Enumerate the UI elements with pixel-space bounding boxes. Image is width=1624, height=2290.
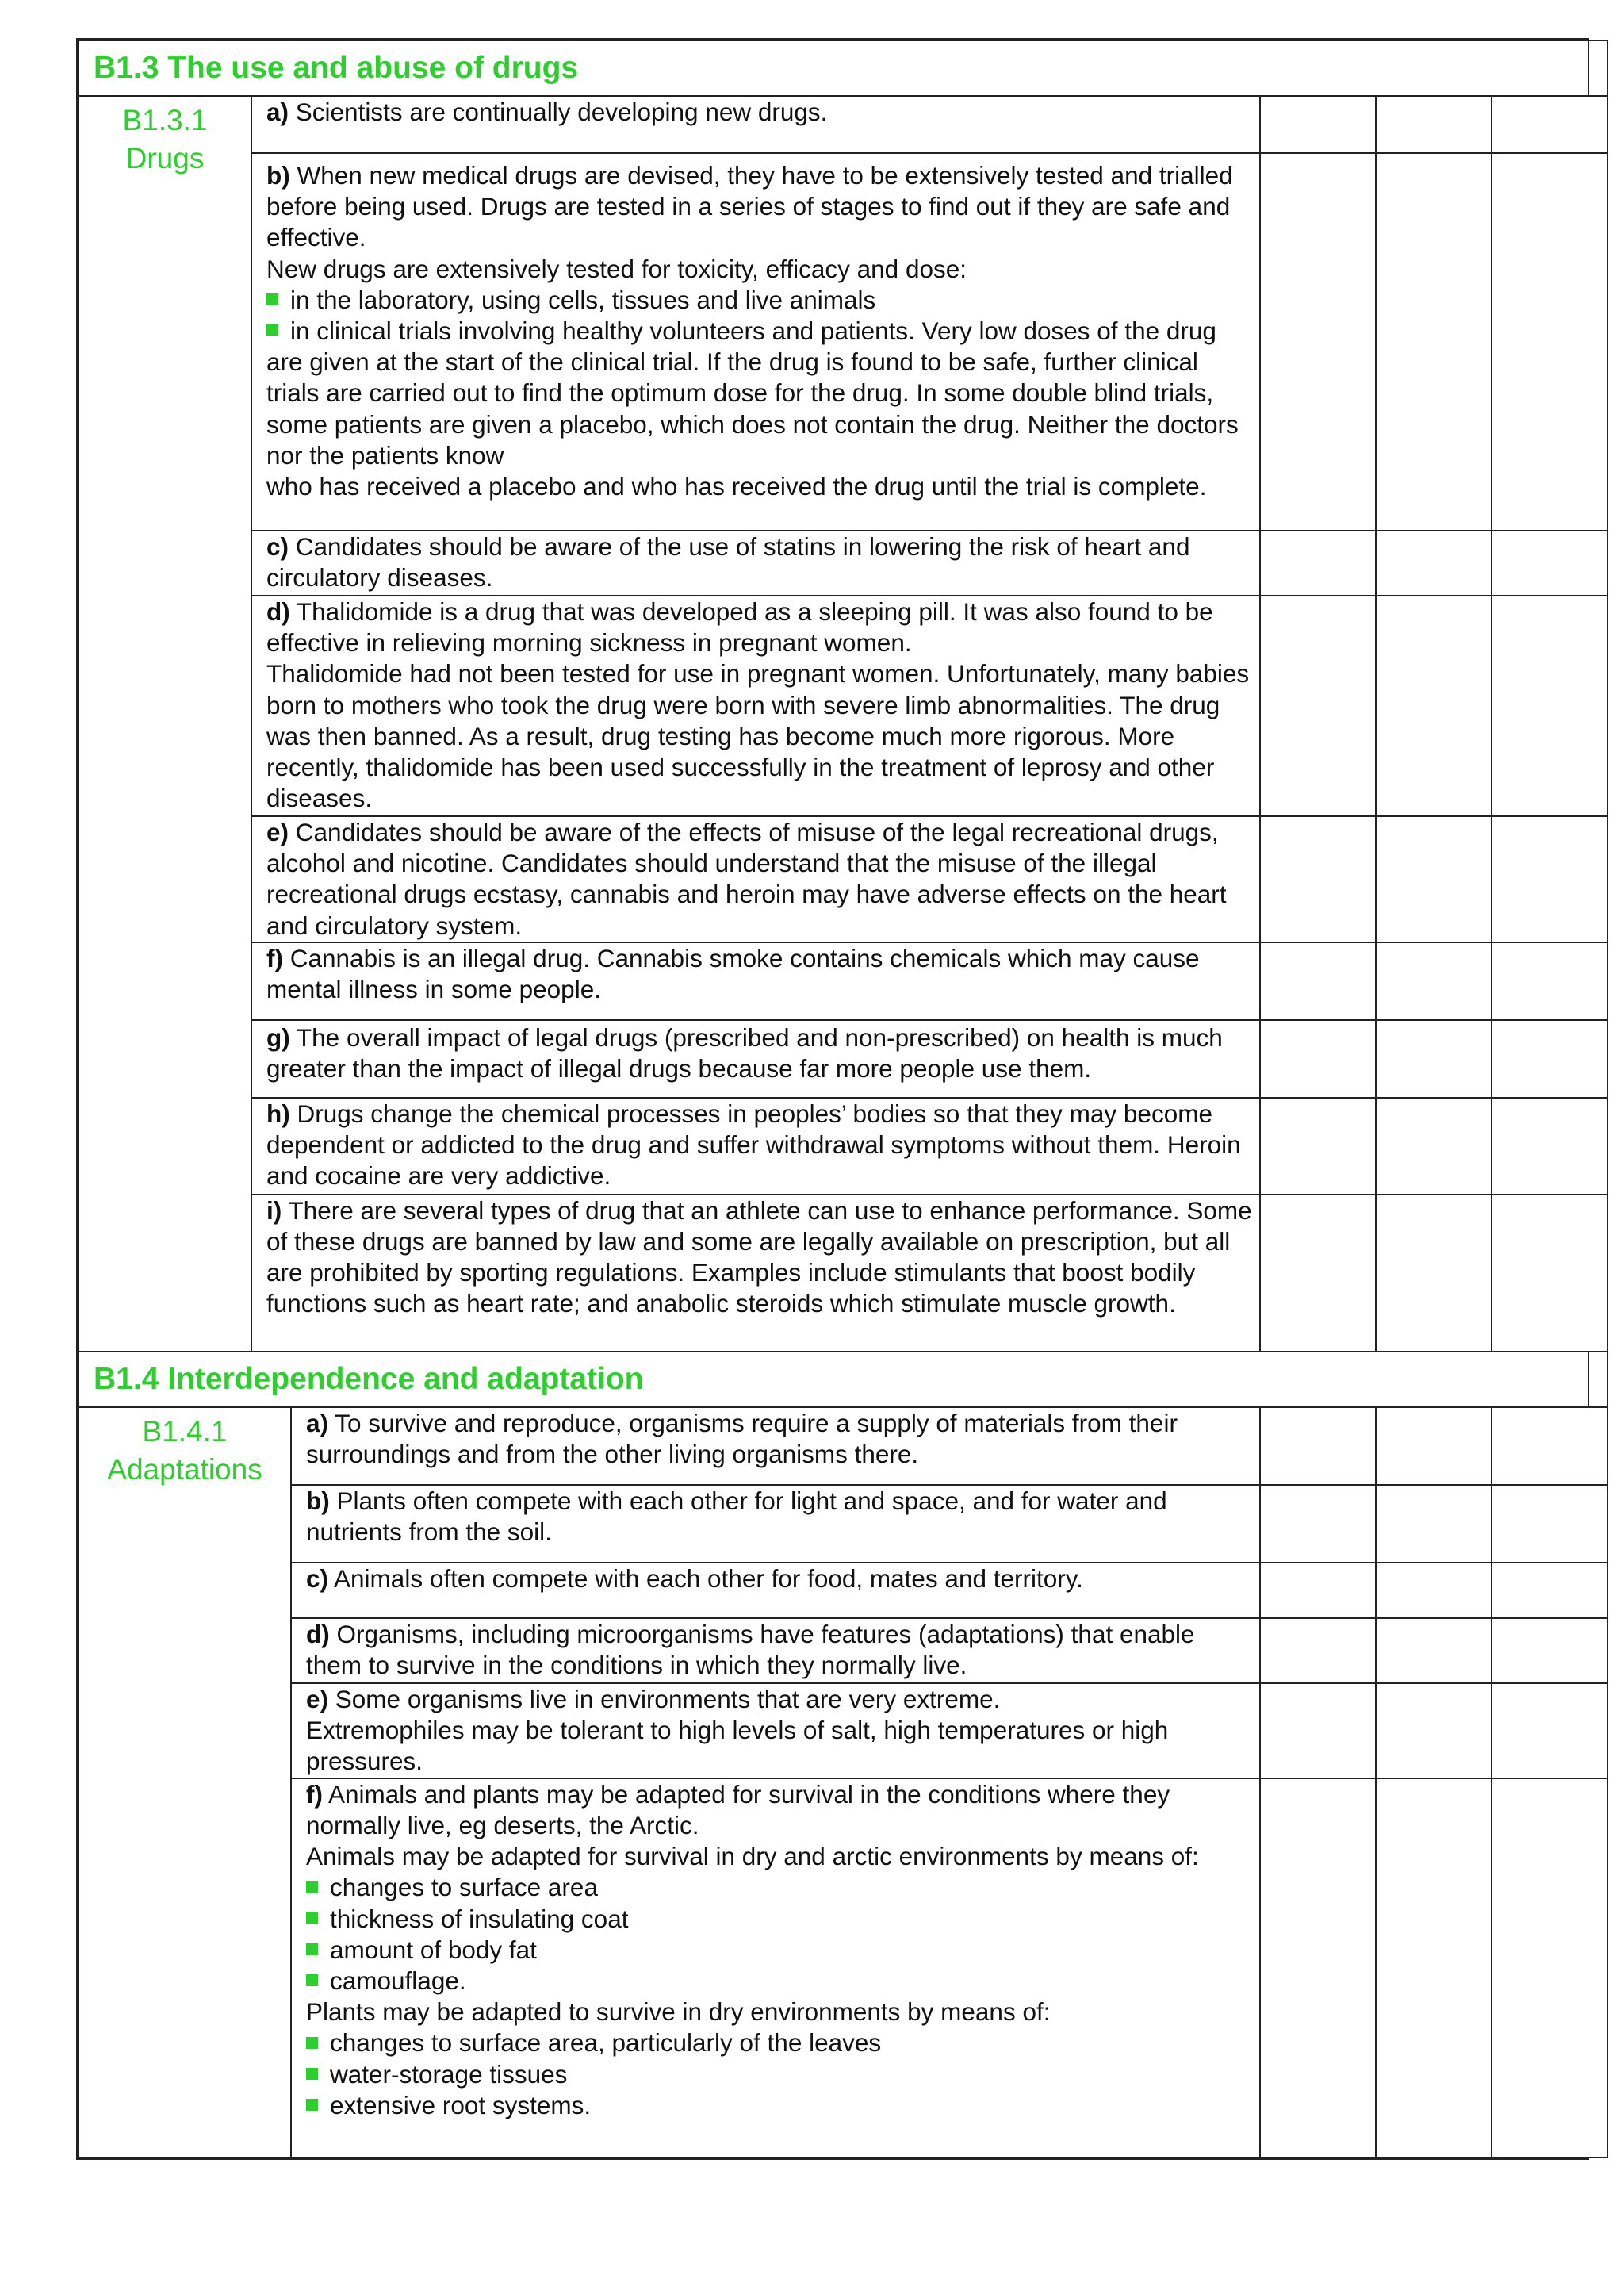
tick-box[interactable] (1492, 1020, 1607, 1098)
tick-box[interactable] (1260, 1195, 1376, 1352)
spec-item: f) Animals and plants may be adapted for survival in the conditions where they normally live, eg deserts, the Arctic. Animals may be adapted for survival in dry and arctic environments by means of: changes to surface area thickness of insulating coat amount of body fat camouflage. Plants may be adapted to survive in dry environments by means of: changes to surface area, particularly of the leaves water-storage tissues extensive root systems. (291, 1778, 1260, 2158)
tick-box[interactable] (1492, 96, 1607, 153)
tick-box[interactable] (1260, 1563, 1376, 1618)
table-row (79, 153, 1607, 531)
spec-item: a) To survive and reproduce, organisms require a supply of materials from their surroundings and from the other living organisms there. (291, 1407, 1260, 1485)
table-row (79, 1618, 1607, 1683)
table-row (79, 1407, 1607, 1485)
tick-box[interactable] (1492, 1618, 1607, 1683)
tick-box[interactable] (1492, 1407, 1607, 1485)
tick-box[interactable] (1376, 153, 1492, 531)
tick-box[interactable] (1376, 1683, 1492, 1778)
table-row (79, 1485, 1607, 1563)
bullet-item: camouflage. (306, 1966, 1254, 1997)
tick-box[interactable] (1260, 1485, 1376, 1563)
table-row (79, 1195, 1607, 1352)
tick-box[interactable] (1492, 153, 1607, 531)
tick-box[interactable] (1260, 1098, 1376, 1195)
tick-box[interactable] (1260, 1618, 1376, 1683)
tick-box[interactable] (1376, 1098, 1492, 1195)
tick-box[interactable] (1376, 1020, 1492, 1098)
tick-box[interactable] (1376, 1563, 1492, 1618)
sub-topic-code: B1.3.1 (122, 104, 208, 136)
tick-box[interactable] (1492, 531, 1607, 596)
table-row (79, 942, 1607, 1020)
checklist-table-frame (76, 38, 1589, 2160)
sub-topic-code: B1.4.1 (142, 1414, 228, 1448)
spec-item: b) When new medical drugs are devised, they have to be extensively tested and trialled before being used. Drugs are tested in a series of stages to find out if they are safe and effective. New drugs are extensively tested for toxicity, efficacy and dose: in the laboratory, using cells, tissues and live animals in clinical trials involving healthy volunteers and patients. Very low doses of the drug are given at the start of the clinical trial. If the drug is found to be safe, further clinical trials are carried out to find the optimum dose for the drug. In some double blind trials, some patients are given a placebo, which does not contain the drug. Neither the doctors nor the patients know who has received a placebo and who has received the drug until the trial is complete. (251, 153, 1260, 531)
section-header-b1-3 (79, 40, 1607, 96)
tick-box[interactable] (1376, 1618, 1492, 1683)
tick-box[interactable] (1260, 816, 1376, 942)
table-row (79, 531, 1607, 596)
tick-box[interactable] (1260, 596, 1376, 816)
bullet-item: changes to surface area, particularly of the leaves (306, 2027, 1254, 2058)
section-header-b1-4 (79, 1352, 1607, 1407)
tick-box[interactable] (1492, 1195, 1607, 1352)
spec-item: e) Candidates should be aware of the effects of misuse of the legal recreational drugs, alcohol and nicotine. Candidates should understand that the misuse of the illegal recreational drugs ecstasy, cannabis and heroin may have adverse effects on the heart and circulatory system. (251, 816, 1260, 942)
sub-topic-name: Drugs (125, 142, 205, 175)
tick-box[interactable] (1260, 531, 1376, 596)
spec-item: b) Plants often compete with each other for light and space, and for water and nutrients from the soil. (291, 1485, 1260, 1563)
spec-item: g) The overall impact of legal drugs (prescribed and non-prescribed) on health is much greater than the impact of illegal drugs because far more people use them. (251, 1020, 1260, 1098)
tick-box[interactable] (1376, 1778, 1492, 2158)
tick-box[interactable] (1492, 1098, 1607, 1195)
tick-box[interactable] (1260, 153, 1376, 531)
tick-box[interactable] (1376, 531, 1492, 596)
spec-item: d) Thalidomide is a drug that was developed as a sleeping pill. It was also found to be effective in relieving morning sickness in pregnant women. Thalidomide had not been tested for use in pregnant women. Unfortunately, many babies born to mothers who took the drug were born with severe limb abnormalities. The drug was then banned. As a result, drug testing has become much more rigorous. More recently, thalidomide has been used successfully in the treatment of leprosy and other diseases. (251, 596, 1260, 816)
tick-box[interactable] (1260, 942, 1376, 1020)
bullet-item: in the laboratory, using cells, tissues and live animals (266, 285, 1254, 316)
tick-box[interactable] (1492, 596, 1607, 816)
tick-box[interactable] (1492, 1563, 1607, 1618)
table-row (79, 816, 1607, 942)
tick-box[interactable] (1376, 596, 1492, 816)
tick-box[interactable] (1376, 1195, 1492, 1352)
tick-box[interactable] (1260, 1020, 1376, 1098)
section-title: B1.4 Interdependence and adaptation (94, 1361, 644, 1396)
sub-topic-label (79, 97, 251, 178)
tick-box[interactable] (1260, 1407, 1376, 1485)
spec-item: d) Organisms, including microorganisms have features (adaptations) that enable them to survive in the conditions in which they normally live. (291, 1618, 1260, 1683)
spec-item: e) Some organisms live in environments that are very extreme. Extremophiles may be tolerant to high levels of salt, high temperatures or high pressures. (291, 1683, 1260, 1778)
section-title: B1.3 The use and abuse of drugs (94, 51, 579, 85)
bullet-item: in clinical trials involving healthy volunteers and patients. Very low doses of the drug are given at the start of the clinical trial. If the drug is found to be safe, further clinical trials are carried out to find the optimum dose for the drug. In some double blind trials, some patients are given a placebo, which does not contain the drug. Neither the doctors nor the patients know (266, 316, 1254, 471)
tick-box[interactable] (1492, 942, 1607, 1020)
checklist-table (78, 40, 1608, 2158)
tick-box[interactable] (1492, 1778, 1607, 2158)
spec-item: c) Animals often compete with each other for food, mates and territory. (291, 1563, 1260, 1618)
tick-box[interactable] (1376, 1407, 1492, 1485)
bullet-item: amount of body fat (306, 1935, 1254, 1966)
sub-topic-cell (79, 1407, 291, 2158)
table-row (79, 1563, 1607, 1618)
table-row (79, 1020, 1607, 1098)
tick-box[interactable] (1260, 1683, 1376, 1778)
table-row (79, 1778, 1607, 2158)
tick-box[interactable] (1492, 1485, 1607, 1563)
table-row (79, 1098, 1607, 1195)
tick-box[interactable] (1492, 1683, 1607, 1778)
spec-item: i) There are several types of drug that an athlete can use to enhance performance. Some of these drugs are banned by law and some are legally available on prescription, but all are prohibited by sporting regulations. Examples include stimulants that boost bodily functions such as heart rate; and anabolic steroids which stimulate muscle growth. (251, 1195, 1260, 1352)
table-row (79, 596, 1607, 816)
spec-item: f) Cannabis is an illegal drug. Cannabis smoke contains chemicals which may cause mental illness in some people. (251, 942, 1260, 1020)
table-row (79, 1683, 1607, 1778)
tick-box[interactable] (1260, 1778, 1376, 2158)
bullet-item: extensive root systems. (306, 2090, 1254, 2121)
tick-box[interactable] (1376, 1485, 1492, 1563)
sub-topic-label (79, 1408, 290, 1489)
tick-box[interactable] (1492, 816, 1607, 942)
tick-box[interactable] (1376, 942, 1492, 1020)
spec-item: c) Candidates should be aware of the use of statins in lowering the risk of heart and circulatory diseases. (251, 531, 1260, 596)
bullet-item: water-storage tissues (306, 2059, 1254, 2090)
tick-box[interactable] (1260, 96, 1376, 153)
bullet-item: changes to surface area (306, 1872, 1254, 1903)
sub-topic-name: Adaptations (107, 1452, 262, 1486)
sub-topic-cell (79, 96, 251, 1352)
spec-item: h) Drugs change the chemical processes in peoples’ bodies so that they may become dependent or addicted to the drug and suffer withdrawal symptoms without them. Heroin and cocaine are very addictive. (251, 1098, 1260, 1195)
spec-item: a) Scientists are continually developing new drugs. (251, 96, 1260, 153)
tick-box[interactable] (1376, 96, 1492, 153)
table-row (79, 96, 1607, 153)
tick-box[interactable] (1376, 816, 1492, 942)
bullet-item: thickness of insulating coat (306, 1904, 1254, 1935)
